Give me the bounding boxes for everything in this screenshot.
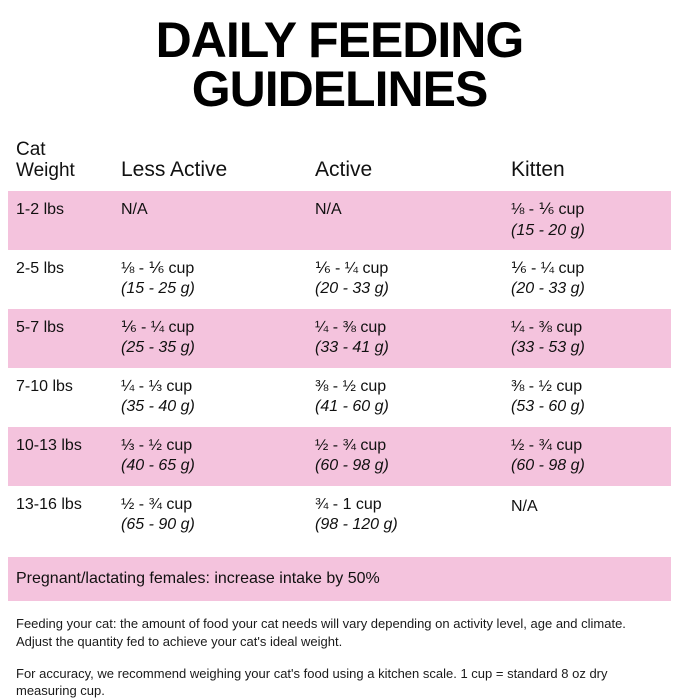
table-row <box>8 486 671 545</box>
cell-kitten <box>503 191 671 250</box>
table-body <box>8 191 671 545</box>
cell-grams: (35 - 40 g) <box>121 398 195 416</box>
cell-amount: ¾ - 1 cup <box>315 495 382 513</box>
footnote-accuracy-advice: For accuracy, we recommend weighing your cat's food using a kitchen scale. 1 cup = standard 8 oz dry measuring cup. <box>16 665 608 699</box>
cell-grams: (20 - 33 g) <box>511 280 585 298</box>
cell-weight: 5-7 lbs <box>8 309 113 368</box>
cell-grams: (53 - 60 g) <box>511 398 585 416</box>
table-row <box>8 250 671 309</box>
cell-kitten <box>503 427 671 486</box>
cell-less-active <box>113 309 307 368</box>
cell-less-active <box>113 486 307 545</box>
cell-active <box>307 191 503 250</box>
cell-amount: ¼ - ⅜ cup <box>511 318 583 336</box>
cell-amount: ⅙ - ¼ cup <box>315 259 389 277</box>
column-header-weight <box>8 140 113 191</box>
cell-active <box>307 368 503 427</box>
cell-amount: ⅙ - ¼ cup <box>511 259 585 277</box>
cell-weight: 7-10 lbs <box>16 377 73 395</box>
cell-grams: (65 - 90 g) <box>121 516 195 534</box>
cell-amount: ⅛ - ⅙ cup <box>121 259 195 277</box>
cell-kitten <box>503 486 671 545</box>
cell-amount: N/A <box>121 201 148 219</box>
table-row <box>8 368 671 427</box>
cell-grams: (15 - 25 g) <box>121 280 195 298</box>
cell-amount: ⅙ - ¼ cup <box>121 318 195 336</box>
cell-less-active <box>113 250 307 309</box>
cell-amount: ⅓ - ½ cup <box>121 436 193 454</box>
cell-active <box>307 250 503 309</box>
cell-grams: (33 - 41 g) <box>315 339 389 357</box>
cell-amount: ¼ - ⅓ cup <box>121 377 193 395</box>
cell-kitten <box>503 309 671 368</box>
cell-active <box>307 309 503 368</box>
table-row <box>8 309 671 368</box>
cell-amount: ⅜ - ½ cup <box>511 377 583 395</box>
cell-grams: (60 - 98 g) <box>315 457 389 475</box>
cell-grams: (40 - 65 g) <box>121 457 195 475</box>
cell-amount: N/A <box>511 497 538 515</box>
cell-weight: 13-16 lbs <box>16 495 82 513</box>
cell-grams: (15 - 20 g) <box>511 221 585 239</box>
pregnancy-note-band: Pregnant/lactating females: increase intake by 50% <box>8 557 671 601</box>
column-header-kitten: Kitten <box>511 157 565 181</box>
cell-less-active <box>113 427 307 486</box>
cell-active <box>307 427 503 486</box>
column-header-weight-line-1: Cat <box>16 139 46 160</box>
cell-less-active <box>113 368 307 427</box>
cell-amount: ½ - ¾ cup <box>121 495 193 513</box>
page-title <box>8 12 671 117</box>
cell-amount: ½ - ¾ cup <box>511 436 583 454</box>
cell-grams: (20 - 33 g) <box>315 280 389 298</box>
cell-kitten <box>503 250 671 309</box>
page-title-line-1: DAILY FEEDING <box>155 12 524 68</box>
cell-weight: 2-5 lbs <box>16 259 65 277</box>
table-row <box>8 191 671 250</box>
cell-grams: (60 - 98 g) <box>511 457 585 475</box>
cell-weight: 10-13 lbs <box>8 427 113 486</box>
cell-amount: ⅜ - ½ cup <box>315 377 387 395</box>
table-header-row <box>8 140 671 191</box>
column-header-less-active: Less Active <box>121 157 228 181</box>
cell-amount: ½ - ¾ cup <box>315 436 387 454</box>
footnotes <box>8 615 671 700</box>
cell-grams: (25 - 35 g) <box>121 339 195 357</box>
cell-grams: (98 - 120 g) <box>315 516 398 534</box>
table-row <box>8 427 671 486</box>
page-title-line-2: GUIDELINES <box>191 61 488 117</box>
column-header-active: Active <box>315 157 373 181</box>
cell-amount: ¼ - ⅜ cup <box>315 318 387 336</box>
cell-amount: ⅛ - ⅙ cup <box>511 201 585 219</box>
footnote-feeding-advice: Feeding your cat: the amount of food your cat needs will vary depending on activity level, age and climate. Adjust the quantity fed to achieve your cat's ideal weight. <box>16 615 626 649</box>
table-header <box>8 140 671 191</box>
cell-grams: (33 - 53 g) <box>511 339 585 357</box>
cell-amount: N/A <box>315 201 342 219</box>
cell-active <box>307 486 503 545</box>
cell-grams: (41 - 60 g) <box>315 398 389 416</box>
cell-less-active <box>113 191 307 250</box>
column-header-weight-line-2: Weight <box>16 159 75 181</box>
cell-weight: 1-2 lbs <box>8 191 113 250</box>
cell-kitten <box>503 368 671 427</box>
feeding-table <box>8 140 671 545</box>
